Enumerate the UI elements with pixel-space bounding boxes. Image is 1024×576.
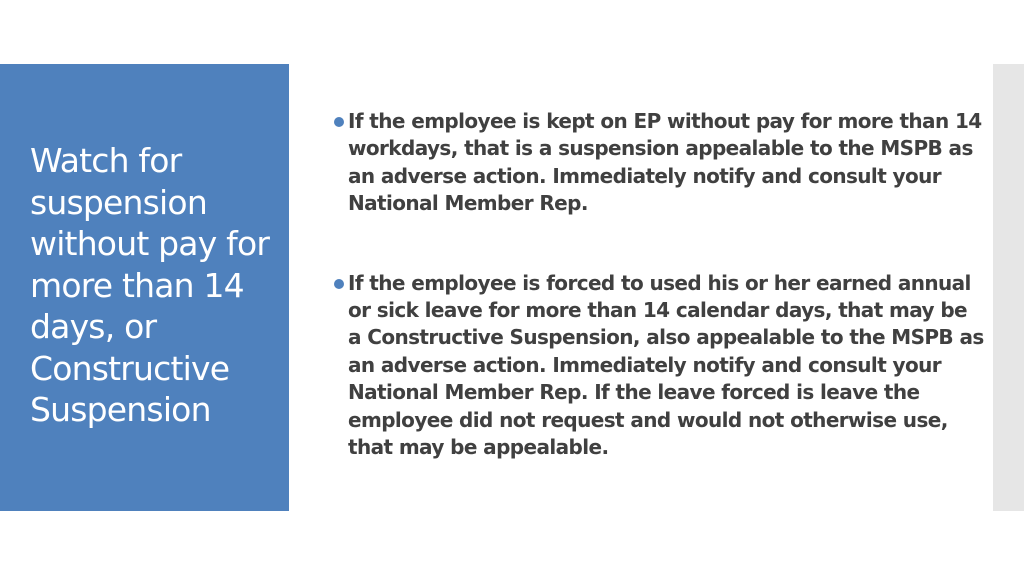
- side-bar: [993, 64, 1024, 511]
- slide-title: Watch for suspension without pay for more than 14 days, or Constructive Suspension: [30, 141, 270, 429]
- bullet-item: [334, 270, 984, 462]
- bullet-text: If the employee is kept on EP without pay for more than 14 workdays, that is a suspension appealable to the MSPB as an adverse action. Immediately notify and consult your National Member Rep.: [348, 109, 982, 216]
- bullet-text: If the employee is forced to used his or her earned annual or sick leave for more than 14 calendar days, that may be a Constructive Suspension, also appealable to the MSPB as an adverse action. Immediately notify and consult your National Member Rep. If the leave forced is leave the employee did not request and would not otherwise use, that may be appealable.: [348, 270, 984, 460]
- bullet-list: [334, 108, 984, 461]
- bullet-dot-icon: [334, 117, 344, 127]
- bullet-dot-icon: [334, 279, 344, 289]
- bullet-item: [334, 108, 984, 218]
